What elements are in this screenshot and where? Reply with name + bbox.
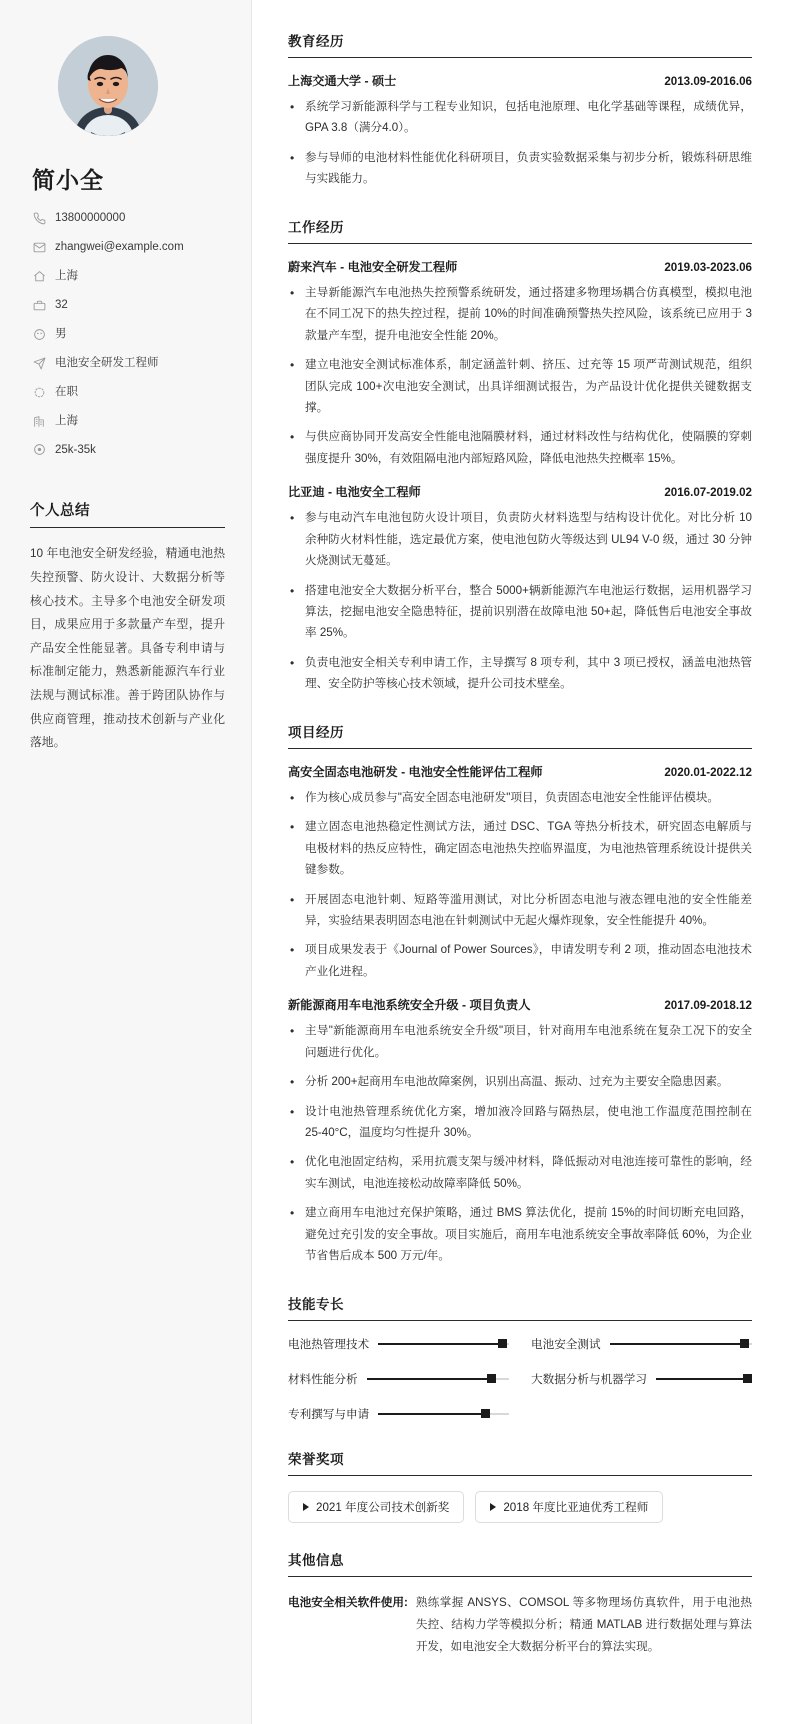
project-entry [288, 763, 752, 983]
project-entry-date: 2017.09-2018.12 [664, 999, 752, 1013]
skill-knob[interactable] [498, 1339, 507, 1348]
section-projects [288, 721, 752, 1267]
building-icon [32, 414, 46, 428]
phone-icon [32, 211, 46, 225]
list-item: • 分析 200+起商用车电池故障案例，识别出高温、振动、过充为主要安全隐患因素。 [288, 1071, 752, 1092]
work-bullets [288, 282, 752, 470]
skill-row [531, 1371, 752, 1387]
list-item: • 建立电池安全测试标准体系，制定涵盖针刺、挤压、过充等 15 项严苛测试规范，组织团队完成 100+次电池安全测试，出具详细测试报告，为产品设计优化提供关键数据支撑。 [288, 354, 752, 418]
education-entry-title: 上海交通大学 - 硕士 [288, 74, 397, 88]
contact-status [32, 385, 225, 400]
contact-status-value: 在职 [55, 385, 78, 398]
contact-list [30, 211, 225, 457]
list-item: • 负责电池安全相关专利申请工作，主导撰写 8 项专利，其中 3 项已授权，涵盖电池热管理、安全防护等核心技术领域，提升公司技术壁垒。 [288, 652, 752, 695]
skill-fill [378, 1413, 485, 1415]
project-bullets [288, 787, 752, 983]
list-item: • 优化电池固定结构，采用抗震支架与缓冲材料，降低振动对电池连接可靠性的影响，经实车测试，电池连接松动故障率降低 50%。 [288, 1151, 752, 1194]
salary-icon [32, 443, 46, 457]
list-item: • 项目成果发表于《Journal of Power Sources》，申请发明专利 2 项，推动固态电池技术产业化进程。 [288, 939, 752, 982]
skill-slider[interactable] [378, 1339, 509, 1349]
project-entry-title: 新能源商用车电池系统安全升级 - 项目负责人 [288, 998, 531, 1013]
skill-slider[interactable] [367, 1374, 509, 1384]
section-title-projects: 项目经历 [288, 721, 752, 749]
list-item: • 作为核心成员参与"高安全固态电池研发"项目，负责固态电池安全性能评估模块。 [288, 787, 752, 808]
contact-phone-value: 13800000000 [55, 212, 126, 224]
gender-icon [32, 327, 46, 341]
work-entry-title: 比亚迪 - 电池安全工程师 [288, 485, 421, 500]
summary-text: 10 年电池安全研发经验，精通电池热失控预警、防火设计、大数据分析等核心技术。主导多个电池安全研发项目，成果应用于多款量产车型，提升产品安全性能显著。具备专利申请与标准制定能力，熟悉新能源汽车行业法规与测试标准。善于跨团队协作与供应商管理，推动技术创新与产业化落地。 [30, 546, 225, 750]
section-title-education: 教育经历 [288, 30, 752, 58]
skill-slider[interactable] [610, 1339, 752, 1349]
project-entry-title: 高安全固态电池研发 - 电池安全性能评估工程师 [288, 764, 543, 779]
list-item: • 建立商用车电池过充保护策略，通过 BMS 算法优化，提前 15%的时间切断充电回路，避免过充引发的安全事故。项目实施后，商用车电池系统安全事故率降低 60%，为企业节省售后成本 500 万元/年。 [288, 1202, 752, 1266]
section-title-skills: 技能专长 [288, 1293, 752, 1321]
skill-knob[interactable] [740, 1339, 749, 1348]
skill-knob[interactable] [487, 1374, 496, 1383]
other-info-value: 熟练掌握 ANSYS、COMSOL 等多物理场仿真软件，用于电池热失控、结构力学等模拟分析；精通 MATLAB 进行数据处理与算法开发，如电池安全大数据分析平台的算法实现。 [415, 1595, 752, 1653]
play-triangle-icon [303, 1503, 309, 1511]
list-item: • 主导"新能源商用车电池系统安全升级"项目，针对商用车电池系统在复杂工况下的安全问题进行优化。 [288, 1020, 752, 1063]
section-education [288, 30, 752, 190]
sidebar [0, 0, 252, 1724]
briefcase-icon [32, 298, 46, 312]
list-item: • 建立固态电池热稳定性测试方法，通过 DSC、TGA 等热分析技术，研究固态电解质与电极材料的热反应特性，确定固态电池热失控临界温度，为电池热管理系统设计提供关键参数。 [288, 816, 752, 880]
contact-gender [32, 327, 225, 342]
skill-label: 材料性能分析 [288, 1372, 358, 1386]
work-entry-title: 蔚来汽车 - 电池安全研发工程师 [288, 259, 458, 274]
work-entry [288, 483, 752, 695]
list-item: • 开展固态电池针刺、短路等滥用测试，对比分析固态电池与液态锂电池的安全性能差异，实验结果表明固态电池在针刺测试中无起火爆炸现象，安全性能提升 40%。 [288, 889, 752, 932]
portrait-photo-icon [58, 36, 158, 136]
work-entry [288, 258, 752, 470]
award-chip[interactable] [475, 1491, 663, 1523]
contact-salary-value: 25k-35k [55, 443, 96, 456]
list-item: • 与供应商协同开发高安全性能电池隔膜材料，通过材料改性与结构优化，使隔膜的穿刺强度提升 30%，有效阻隔电池内部短路风险，降低电池热失控概率 15%。 [288, 426, 752, 469]
contact-phone [32, 211, 225, 226]
skill-fill [610, 1343, 745, 1345]
contact-city-value: 上海 [55, 414, 78, 427]
skill-row [288, 1371, 509, 1387]
project-entry-head [288, 996, 752, 1013]
award-chip[interactable] [288, 1491, 464, 1523]
skill-fill [656, 1378, 747, 1380]
send-icon [32, 356, 46, 370]
contact-position [32, 356, 225, 371]
contact-salary [32, 443, 225, 458]
contact-city [32, 414, 225, 429]
contact-position-value: 电池安全研发工程师 [55, 356, 159, 369]
skill-label: 大数据分析与机器学习 [531, 1372, 647, 1386]
education-entry [288, 72, 752, 190]
list-item: • 参与电动汽车电池包防火设计项目，负责防火材料选型与结构设计优化。对比分析 10 余种防火材料性能，选定最优方案，使电池包防火等级达到 UL94 V-0 级，通过 30 分钟火烧测试无蔓延。 [288, 507, 752, 571]
skill-knob[interactable] [481, 1409, 490, 1418]
education-bullets [288, 96, 752, 190]
contact-location-value: 上海 [55, 269, 78, 282]
list-item: • 系统学习新能源科学与工程专业知识，包括电池原理、电化学基础等课程，成绩优异，GPA 3.8（满分4.0）。 [288, 96, 752, 139]
other-info-label: 电池安全相关软件使用: [288, 1595, 408, 1609]
education-entry-date: 2013.09-2016.06 [664, 75, 752, 88]
list-item: • 设计电池热管理系统优化方案，增加液冷回路与隔热层，使电池工作温度范围控制在 25-40°C，温度均匀性提升 30%。 [288, 1101, 752, 1144]
mail-icon [32, 240, 46, 254]
skill-row [288, 1406, 509, 1422]
skill-knob[interactable] [743, 1374, 752, 1383]
award-label: 2021 年度公司技术创新奖 [316, 1500, 450, 1514]
status-icon [32, 385, 46, 399]
section-awards [288, 1448, 752, 1523]
award-label: 2018 年度比亚迪优秀工程师 [503, 1500, 649, 1514]
skills-grid [288, 1336, 752, 1422]
work-entry-head [288, 483, 752, 500]
contact-age [32, 298, 225, 313]
work-entry-date: 2016.07-2019.02 [664, 486, 752, 500]
awards-list [288, 1491, 752, 1523]
project-entry [288, 996, 752, 1266]
contact-email-value: zhangwei@example.com [55, 240, 184, 253]
section-skills [288, 1293, 752, 1422]
other-info-row [288, 1592, 752, 1658]
section-title-other: 其他信息 [288, 1549, 752, 1577]
skill-label: 专利撰写与申请 [288, 1407, 370, 1421]
skill-label: 电池安全测试 [531, 1337, 601, 1351]
list-item: • 参与导师的电池材料性能优化科研项目，负责实验数据采集与初步分析，锻炼科研思维与实践能力。 [288, 147, 752, 190]
play-triangle-icon [490, 1503, 496, 1511]
main-column [252, 0, 794, 1724]
work-bullets [288, 507, 752, 695]
contact-gender-value: 男 [55, 327, 67, 340]
project-entry-head [288, 763, 752, 780]
page-title: 简小全 [32, 167, 104, 193]
home-icon [32, 269, 46, 283]
skill-fill [367, 1378, 492, 1380]
skill-row [288, 1336, 509, 1352]
work-entry-head [288, 258, 752, 275]
contact-age-value: 32 [55, 298, 68, 311]
summary-section [30, 499, 225, 754]
project-entry-date: 2020.01-2022.12 [664, 765, 752, 779]
skill-row [531, 1336, 752, 1352]
work-entry-date: 2019.03-2023.06 [664, 260, 752, 274]
project-bullets [288, 1020, 752, 1266]
avatar [58, 36, 158, 136]
summary-title: 个人总结 [30, 499, 225, 528]
section-title-awards: 荣誉奖项 [288, 1448, 752, 1476]
section-other [288, 1549, 752, 1658]
section-work [288, 216, 752, 695]
list-item: • 搭建电池安全大数据分析平台，整合 5000+辆新能源汽车电池运行数据，运用机器学习算法，挖掘电池安全隐患特征，提前识别潜在故障电池 50+起，降低售后电池安全事故率 25%。 [288, 580, 752, 644]
contact-location [32, 269, 225, 284]
skill-slider[interactable] [378, 1409, 509, 1419]
education-entry-head [288, 72, 752, 89]
contact-email [32, 240, 225, 255]
skill-slider[interactable] [656, 1374, 752, 1384]
skill-label: 电池热管理技术 [288, 1337, 370, 1351]
list-item: • 主导新能源汽车电池热失控预警系统研发，通过搭建多物理场耦合仿真模型，模拟电池在不同工况下的热失控过程，提前 10%的时间准确预警热失控风险，该系统已应用于 3 款量产车型，提升电池安全性能 20%。 [288, 282, 752, 346]
skill-fill [378, 1343, 502, 1345]
section-title-work: 工作经历 [288, 216, 752, 244]
